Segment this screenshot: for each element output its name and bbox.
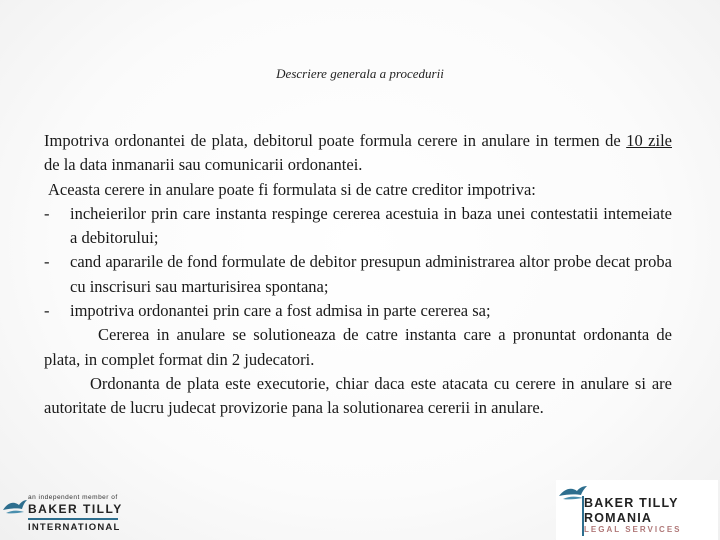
slide-body [44, 129, 672, 421]
paragraph-termen-text: Impotriva ordonantei de plata, debitorul poate formula cerere in anulare in termen de [44, 131, 627, 150]
brand-name: BAKER TILLY [584, 496, 679, 510]
paragraph-termen [44, 129, 672, 178]
brand-name: BAKER TILLY [28, 502, 123, 516]
list-item: - impotriva ordonantei prin care a fost admisa in parte cererea sa; [44, 299, 672, 323]
bird-icon [2, 496, 28, 522]
member-text: an independent member of [28, 494, 118, 501]
dash-list [44, 202, 672, 323]
brand-country: ROMANIA [584, 511, 653, 525]
baker-tilly-international-logo [2, 492, 123, 536]
paragraph-executorie: Ordonanta de plata este executorie, chiar daca este atacata cu cerere in anulare si are autoritate de lucru judecat provizorie pana la solutionarea cererii in anulare. [44, 373, 672, 418]
baker-tilly-romania-logo [556, 480, 718, 540]
list-item: - incheierilor prin care instanta respinge cererea acestuia in baza unei contestatii intemeiate a debitorului; [44, 202, 672, 251]
slide-title: Descriere generala a procedurii [276, 66, 444, 81]
brand-legal-services: LEGAL SERVICES [584, 525, 682, 534]
paragraph-termen-text-end: de la data inmanarii sau comunicarii ordonantei. [44, 155, 363, 175]
paragraph-solutionare: Cererea in anulare se solutioneaza de catre instanta care a pronuntat ordonanta de plata, in complet format din 2 judecatori. [44, 325, 672, 369]
deadline-underlined: 10 zile [626, 131, 672, 150]
logo-rule [28, 518, 118, 520]
brand-international: INTERNATIONAL [28, 522, 121, 533]
list-item: - cand apararile de fond formulate de debitor presupun administrarea altor probe decat proba cu inscrisuri sau marturisirea spontana; [44, 250, 672, 299]
paragraph-creditor: Aceasta cerere in anulare poate fi formulata si de catre creditor impotriva: [48, 179, 536, 199]
